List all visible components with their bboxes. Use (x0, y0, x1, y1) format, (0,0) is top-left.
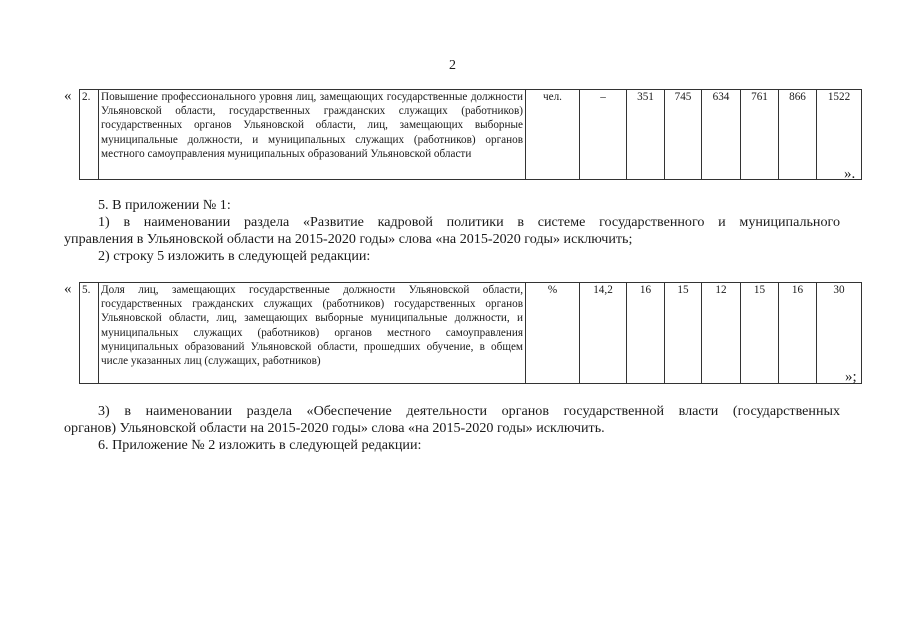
row-unit: % (526, 283, 580, 384)
row-value: 15 (741, 283, 779, 384)
row-value: 1522 (817, 90, 862, 180)
row-description: Повышение профессионального уровня лиц, замещающих государственные должности Ульяновской области, государственных гражданских служащих (работников) государственных органов Ульяновской области, лиц, замещающих выборные муниципальные должности, и муниципальных служащих (работников) органов местного самоуправления муниципальных образований Ульяновской области (99, 90, 526, 180)
row-unit: чел. (526, 90, 580, 180)
row-value: 16 (779, 283, 817, 384)
item3-line2: органов) Ульяновской области на 2015-2020 годы» слова «на 2015-2020 годы» исключить. (64, 420, 605, 436)
table1 (79, 89, 862, 180)
section6-heading: 6. Приложение № 2 изложить в следующей редакции: (98, 437, 422, 453)
table2-close-quote: »; (845, 369, 857, 385)
page-number: 2 (449, 58, 456, 73)
row-value: 745 (665, 90, 702, 180)
table2-row (80, 283, 862, 384)
section5-item2: 2) строку 5 изложить в следующей редакции: (98, 248, 371, 264)
row-value: 634 (702, 90, 741, 180)
row-base-value: – (580, 90, 627, 180)
section5-item1-line1: 1) в наименовании раздела «Развитие кадровой политики в системе государственного и муниципального (98, 214, 840, 230)
item3-line1: 3) в наименовании раздела «Обеспечение деятельности органов государственной власти (государственных (98, 403, 840, 419)
table1-close-quote: ». (844, 166, 856, 182)
table2-open-quote: « (64, 281, 72, 297)
table2 (79, 282, 862, 384)
row-base-value: 14,2 (580, 283, 627, 384)
row-value: 351 (627, 90, 665, 180)
section5-item1-line2: управления в Ульяновской области на 2015-2020 годы» слова «на 2015-2020 годы» исключить; (64, 231, 633, 247)
row-value: 866 (779, 90, 817, 180)
row-value: 16 (627, 283, 665, 384)
row-value: 761 (741, 90, 779, 180)
row-value: 15 (665, 283, 702, 384)
row-value: 30 (817, 283, 862, 384)
row-number: 5. (80, 283, 99, 384)
table1-open-quote: « (64, 88, 72, 104)
section5-heading: 5. В приложении № 1: (98, 197, 231, 213)
row-number: 2. (80, 90, 99, 180)
row-value: 12 (702, 283, 741, 384)
row-description: Доля лиц, замещающих государственные должности Ульяновской области, государственных гражданских служащих (работников) государственных органов Ульяновской области, лиц, замещающих выборные муниципальные должности, и муниципальных служащих (работников) органов местного самоуправления муниципальных образований Ульяновской области, прошедших обучение, в общем числе указанных лиц (служащих, работников) (99, 283, 526, 384)
table1-row (80, 90, 862, 180)
